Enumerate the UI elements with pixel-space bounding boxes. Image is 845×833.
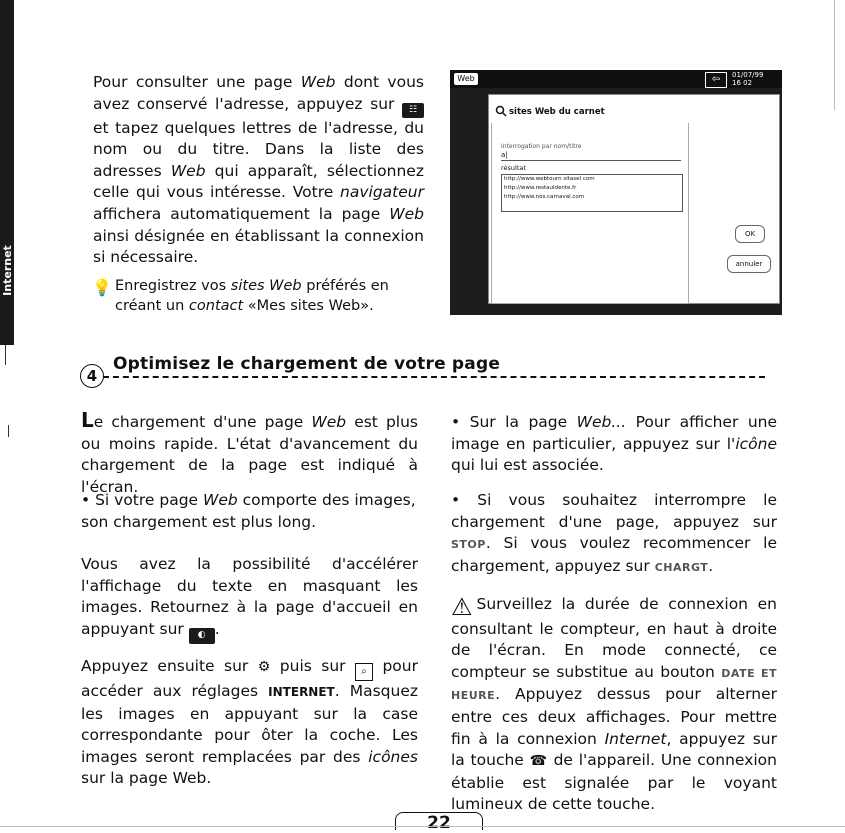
intro-paragraph: Pour consulter une page Web dont vous avez conservé l'adresse, appuyez sur ☷ et tapez quelques lettres de l'adresse, du nom ou du titre. Dans la liste des adresses Web qui apparaît, sélectionnez celle qui vous intéresse. Votre navigateur affichera automatiquement la page Web ainsi désignée en établissant la connexion si nécessaire. — [93, 73, 424, 267]
section-tab-label: Internet — [0, 244, 14, 296]
left-paragraph-1: Le chargement d'une page Web est plus ou moins rapide. L'état d'avancement du chargement de la page est indiqué à l'écran. — [81, 408, 418, 496]
screen-back-icon: ⇦ — [705, 72, 727, 88]
result-label: résultat — [501, 164, 526, 172]
lightbulb-icon: 💡 — [92, 278, 112, 297]
dialog-title: sites Web du carnet — [509, 107, 605, 117]
connection-key-icon: ☎ — [529, 753, 548, 770]
cancel-button: annuler — [727, 255, 771, 273]
screen-panel — [488, 94, 780, 304]
search-field: a| — [501, 151, 681, 161]
list-item: http://www.webtourn sitasel com — [504, 176, 595, 182]
warning-icon: ⚠ — [451, 593, 473, 621]
list-item: http://www.restauldente.fr — [504, 185, 577, 191]
left-paragraph-3: Vous avez la possibilité d'accélérer l'affichage du texte en masquant les images. Retournez à la page d'accueil en appuyant sur ◐ . — [81, 554, 418, 644]
home-key-icon: ◐ — [189, 628, 215, 644]
field-label: Interrogation par nom/titre — [501, 143, 582, 150]
section-number: 4 — [80, 364, 104, 388]
margin-rule — [5, 345, 6, 365]
result-list — [501, 174, 683, 212]
margin-rule — [8, 425, 9, 437]
left-paragraph-4: Appuyez ensuite sur ⚙ puis sur ⌕ pour accéder aux réglages INTERNET. Masquez les images en appuyant sur la case correspondante pour ôter la coche. Les images seront remplacées par des icônes sur la page Web. — [81, 657, 419, 788]
section-title: Optimisez le chargement de votre page — [113, 354, 501, 374]
search-key-icon: ⌕ — [355, 663, 373, 681]
ok-button: OK — [735, 225, 765, 243]
bottom-rule — [0, 826, 845, 827]
right-paragraph-1: • Sur la page Web... Pour afficher une image en particulier, appuyez sur l'icône qui lui est associée. — [451, 413, 777, 475]
screen-illustration — [450, 70, 782, 315]
right-paragraph-3: ⚠ Surveillez la durée de connexion en consultant le compteur, en haut à droite de l'écran. En mode connecté, ce compteur se substitue au bouton DATE ET HEURE. Appuyez dessus pour alterner entre ces deux affichages. Pour mettre fin à la connexion Internet, appuyez sur la touche ☎ de l'appareil. Une connexion établie est signalée par le voyant lumineux de cette touche. — [451, 593, 777, 814]
margin-rule — [834, 0, 835, 110]
screen-web-button: Web — [454, 73, 478, 85]
section-rule — [103, 376, 765, 378]
right-paragraph-2: • Si vous souhaitez interrompre le chargement d'une page, appuyez sur STOP. Si vous voulez recommencer le chargement, appuyez sur CHARGT. — [451, 491, 777, 575]
tip-paragraph: 💡 Enregistrez vos sites Web préférés en créant un contact «Mes sites Web». — [92, 278, 389, 314]
page-number: 22 — [395, 812, 483, 830]
list-item: http://www.nos.carnaval.com — [504, 194, 585, 200]
screen-date-time: 01/07/99 16 02 — [732, 71, 764, 87]
left-paragraph-2: • Si votre page Web comporte des images, son chargement est plus long. — [81, 491, 416, 531]
search-icon — [495, 105, 507, 117]
web-key-icon: ☷ — [402, 103, 424, 118]
settings-icon: ⚙ — [257, 659, 271, 675]
